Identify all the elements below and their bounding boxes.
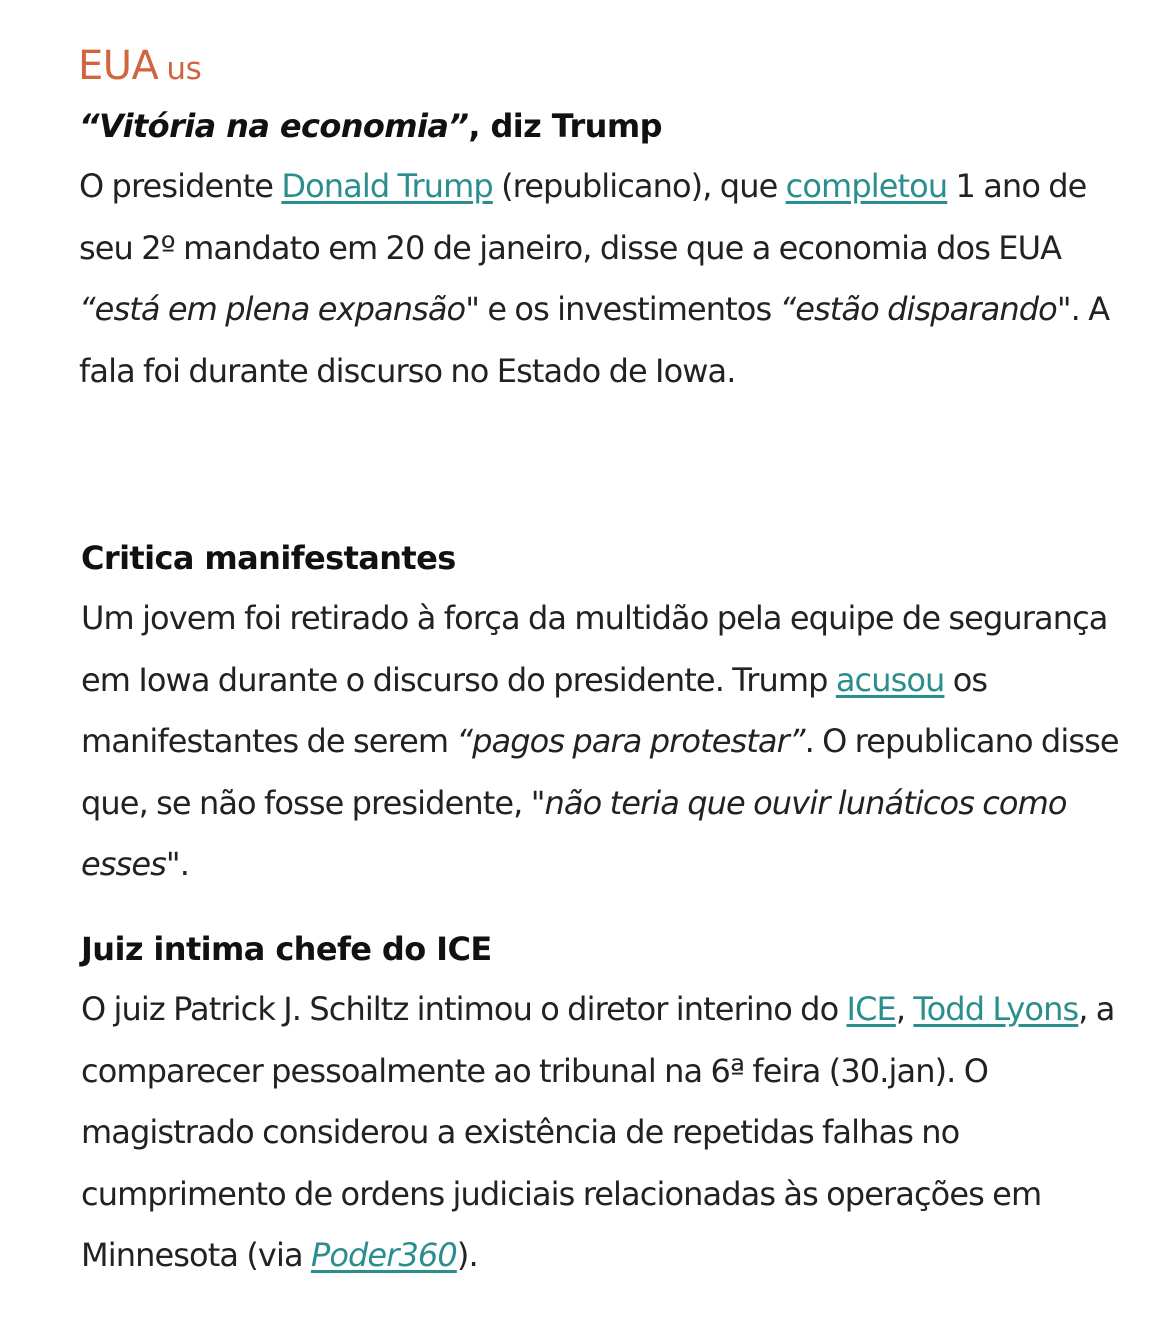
link-completou[interactable]: completou <box>785 167 948 205</box>
link-todd-lyons[interactable]: Todd Lyons <box>913 990 1079 1028</box>
article-body <box>81 979 1121 1287</box>
section-tag-label: EUA <box>78 43 159 89</box>
quote-text: “estão disparando" <box>779 290 1071 328</box>
body-text: (republicano), que <box>492 167 786 205</box>
link-donald-trump[interactable]: Donald Trump <box>281 167 493 205</box>
body-text: os manifestantes de serem <box>81 660 988 760</box>
body-text: . <box>179 845 189 883</box>
link-acusou[interactable]: acusou <box>835 660 945 699</box>
article-ice <box>81 919 1121 1287</box>
article-title-rest: , diz Trump <box>468 107 662 145</box>
article-title: Critica manifestantes <box>81 539 456 577</box>
link-poder360[interactable]: Poder360 <box>310 1236 457 1274</box>
section-tag <box>78 38 201 97</box>
body-text: . O republicano disse que, se não fosse presidente, <box>81 722 1119 822</box>
link-ice[interactable]: ICE <box>846 990 896 1028</box>
quote-text: "não teria que ouvir lunáticos como esses" <box>81 783 1067 883</box>
article-title <box>79 96 1119 156</box>
body-text: 1 ano de seu 2º mandato em 20 de janeiro, disse que a economia dos EUA <box>79 167 1087 267</box>
body-text: Um jovem foi retirado à força da multidão pela equipe de segurança em Iowa durante o discurso do presidente. Trump <box>81 599 1108 699</box>
body-text: ). <box>456 1236 478 1274</box>
article-title-quote: “Vitória na economia” <box>79 107 469 145</box>
body-text: e os investimentos <box>479 290 780 328</box>
body-text: O presidente <box>79 167 282 205</box>
article-title: Juiz intima chefe do ICE <box>81 930 492 968</box>
article-economy <box>79 96 1119 402</box>
article-protesters <box>81 528 1121 896</box>
quote-text: “pagos para protestar” <box>456 722 805 760</box>
article-body <box>79 156 1119 402</box>
body-text: O juiz Patrick J. Schiltz intimou o diretor interino do <box>81 990 847 1028</box>
section-tag-small: us <box>166 51 202 87</box>
article-body <box>81 588 1121 896</box>
quote-text: “está em plena expansão" <box>79 290 480 328</box>
body-text: , a comparecer pessoalmente ao tribunal na 6ª feira (30.jan). O magistrado considerou a existência de repetidas falhas no cumprimento de ordens judiciais relacionadas às operações em Minnesota (via <box>81 990 1115 1274</box>
body-text: . A fala foi durante discurso no Estado de Iowa. <box>79 290 1110 390</box>
body-text: , <box>895 990 914 1028</box>
